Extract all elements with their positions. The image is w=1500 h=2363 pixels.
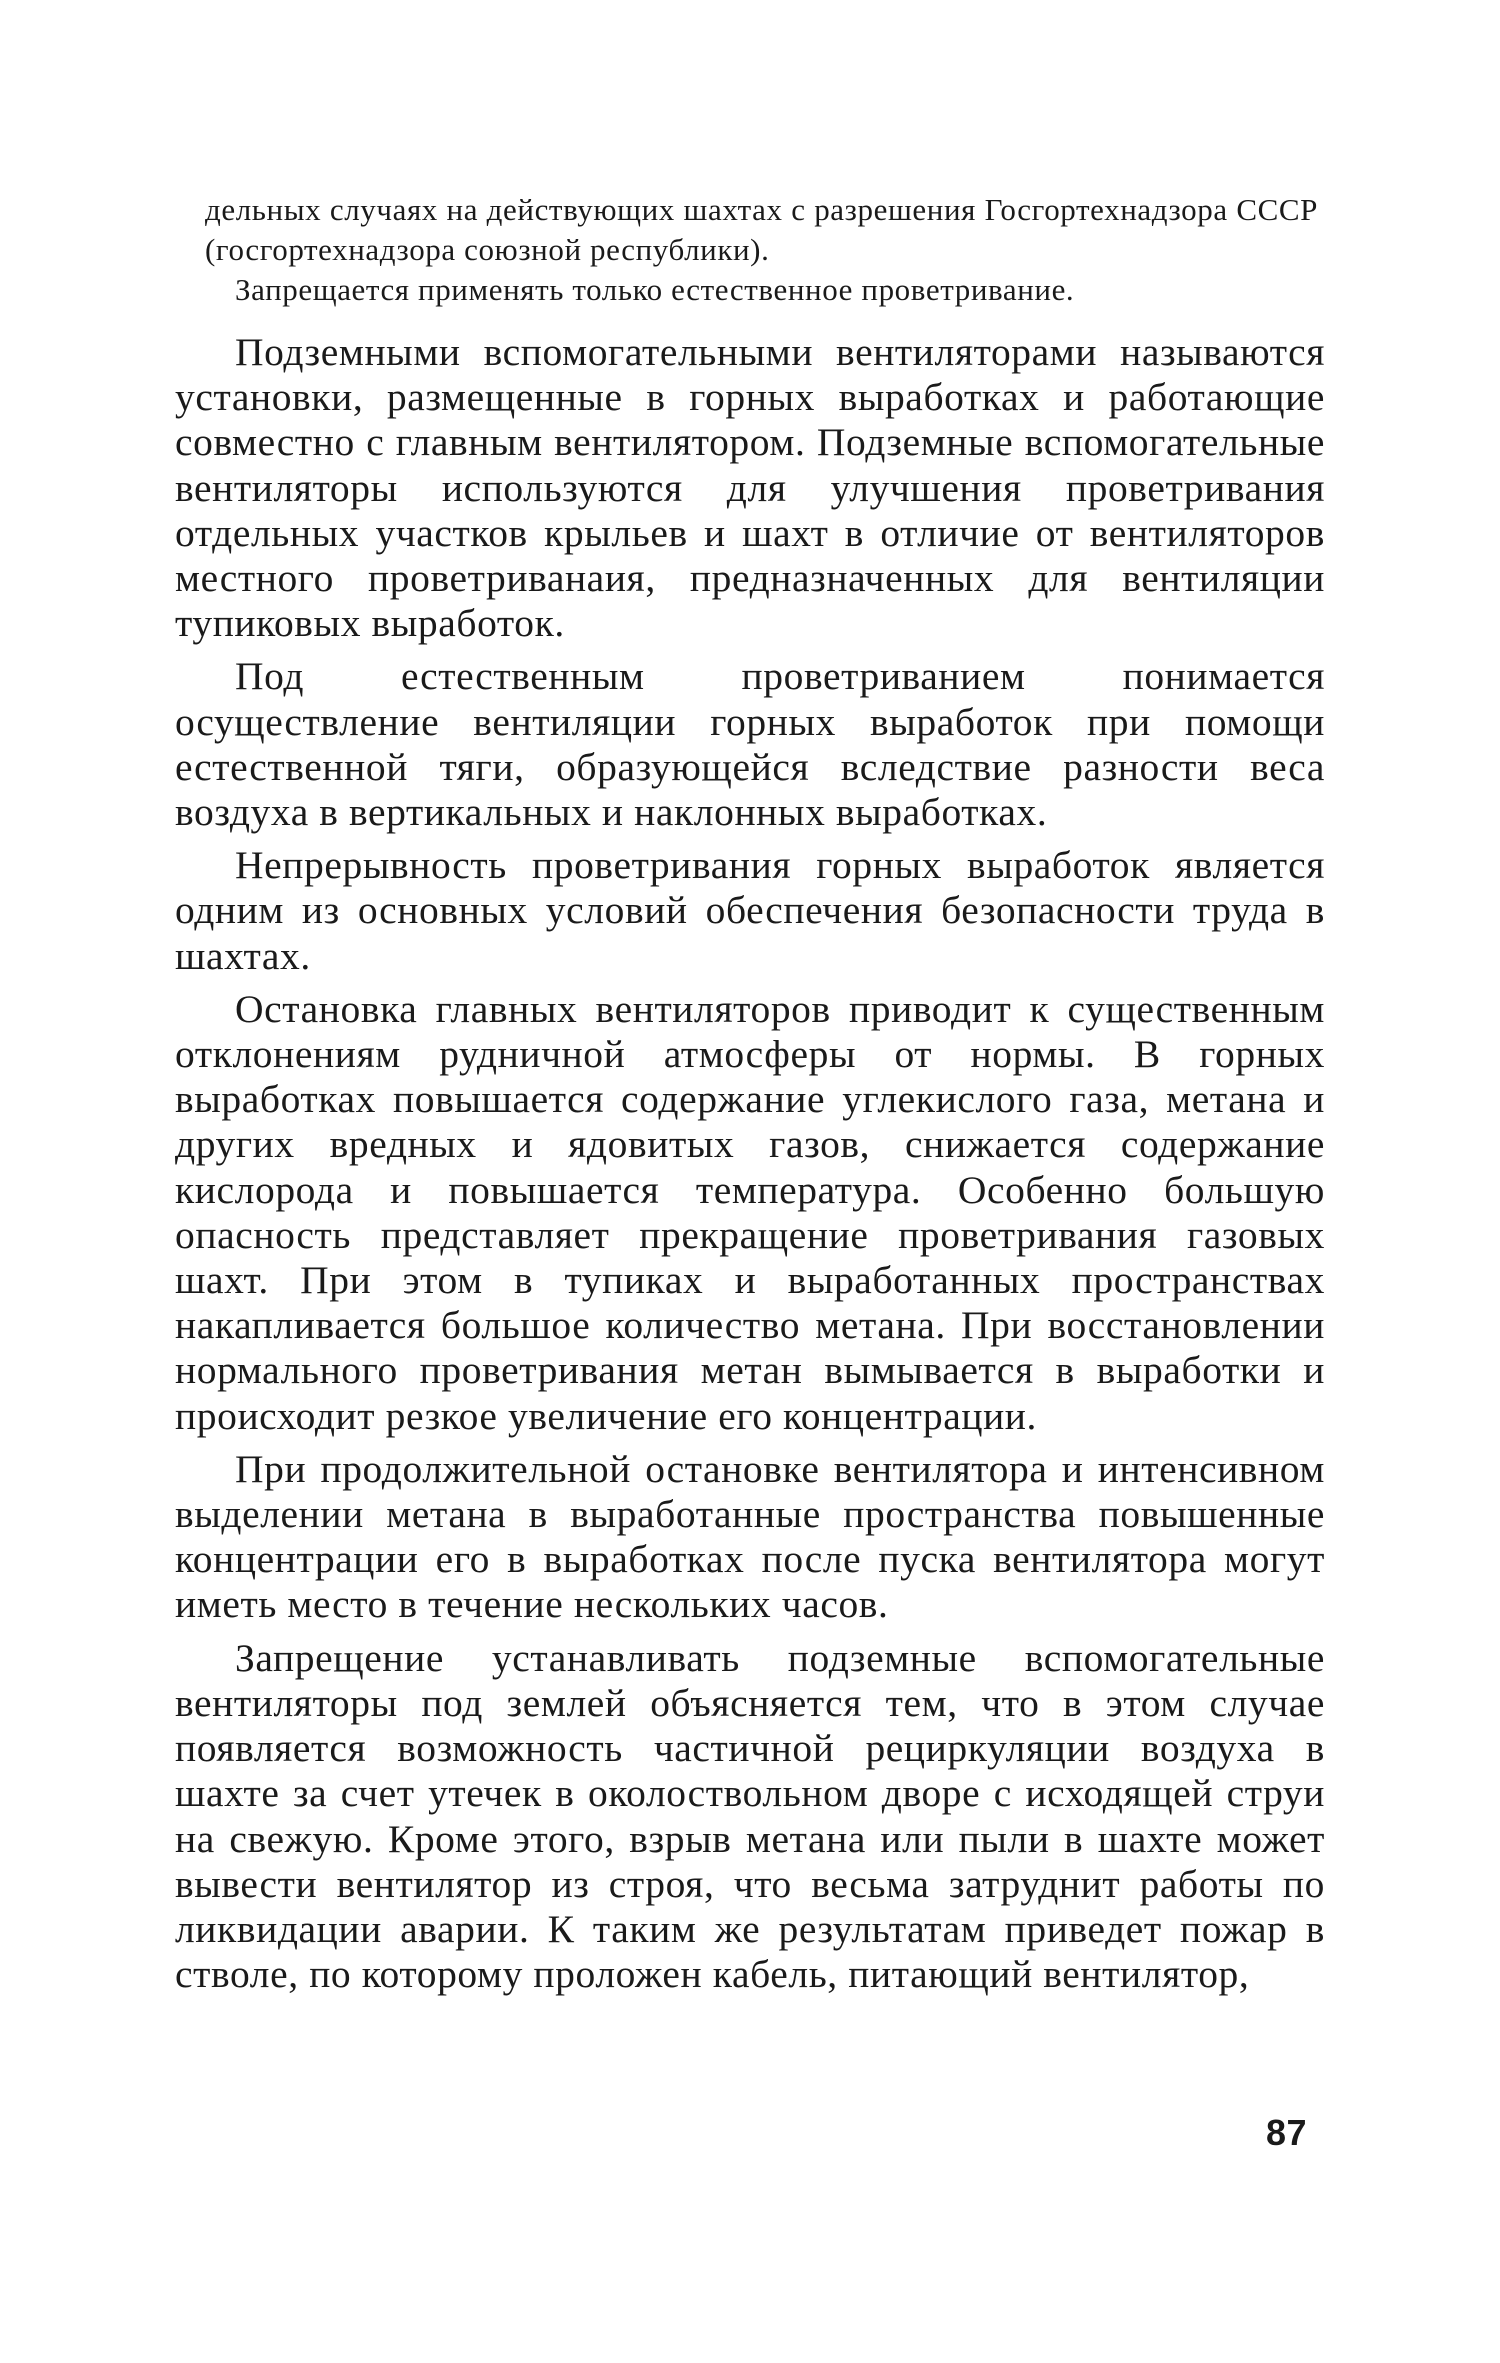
paragraph-natural-ventilation: Под естественным проветриванием понимается осуществление вентиляции горных выработок при помощи естественной тяги, образующейся вследствие разности веса воздуха в вертикальных и наклонных выработках.: [175, 654, 1325, 835]
top-note-continuation: дельных случаях на действующих шахтах с разрешения Госгортехнадзора СССР (госгортехнадзора союзной республики).: [205, 192, 1318, 267]
main-text: [175, 330, 1325, 2005]
page-number: 87: [1266, 2112, 1308, 2153]
paragraph-continuity: Непрерывность проветривания горных выработок является одним из основных условий обеспечения безопасности труда в шахтах.: [175, 843, 1325, 978]
paragraph-fan-stoppage: Остановка главных вентиляторов приводит к существенным отклонениям рудничной атмосферы от нормы. В горных выработках повышается содержание углекислого газа, метана и других вредных и ядовитых газов, снижается содержание кислорода и повышается температура. Особенно большую опасность представляет прекращение проветривания газовых шахт. При этом в тупиках и выработанных пространствах накапливается большое количество метана. При восстановлении нормального проветривания метан вымывается в выработки и происходит резкое увеличение его концентрации.: [175, 986, 1325, 1438]
paragraph-auxiliary-fans: Подземными вспомогательными вентиляторами называются установки, размещенные в горных выработках и работающие совместно с главным вентилятором. Подземные вспомогательные вентиляторы используются для улучшения проветривания отдельных участков крыльев и шахт в отличие от вентиляторов местного проветриванаия, предназначенных для вентиляции тупиковых выработок.: [175, 330, 1325, 646]
paragraph-underground-prohibition: Запрещение устанавливать подземные вспомогательные вентиляторы под землей объясняется тем, что в этом случае появляется возможность частичной рециркуляции воздуха в шахте за счет утечек в околоствольном дворе с исходящей струи на свежую. Кроме этого, взрыв метана или пыли в шахте может вывести вентилятор из строя, что весьма затруднит работы по ликвидации аварии. К таким же результатам приведет пожар в стволе, по которому проложен кабель, питающий вентилятор,: [175, 1635, 1325, 1997]
top-note-prohibition: Запрещается применять только естественное проветривание.: [235, 272, 1075, 307]
paragraph-prolonged-stoppage: При продолжительной остановке вентилятора и интенсивном выделении метана в выработанные пространства повышенные концентрации его в выработках после пуска вентилятора могут иметь место в течение нескольких часов.: [175, 1446, 1325, 1627]
top-note: [205, 190, 1318, 310]
